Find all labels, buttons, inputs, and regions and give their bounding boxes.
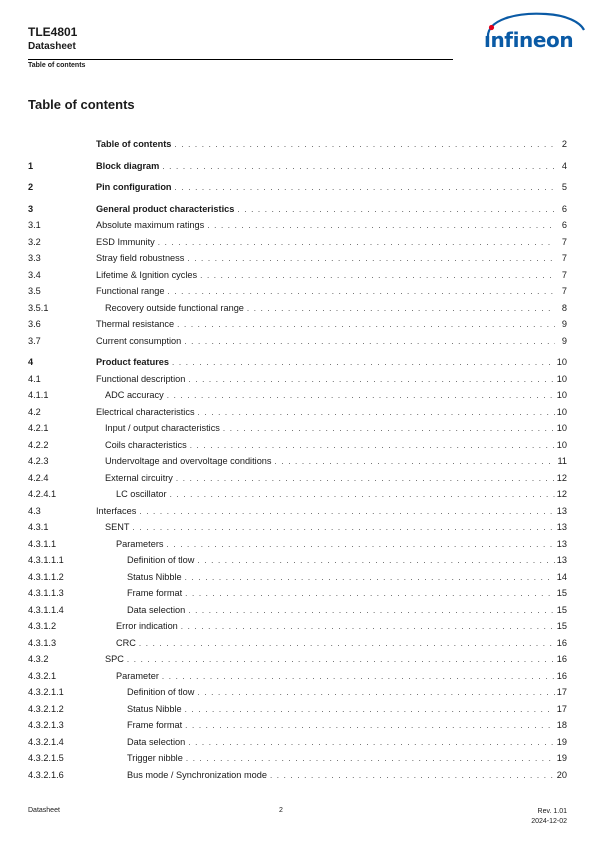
- toc-entry-page[interactable]: 14: [556, 572, 567, 582]
- toc-entry[interactable]: [28, 318, 567, 331]
- toc-entry-page[interactable]: 7: [561, 270, 567, 280]
- toc-entry[interactable]: [28, 538, 567, 551]
- toc-entry-number: 4.3.1.1.3: [28, 588, 64, 598]
- toc-dot-leader: [167, 285, 555, 298]
- toc-entry-title[interactable]: Bus mode / Synchronization mode: [127, 770, 267, 780]
- header-section-label: Table of contents: [28, 62, 86, 69]
- toc-entry-page[interactable]: 5: [561, 182, 567, 192]
- toc-dot-leader: [139, 637, 555, 650]
- toc-entry-title[interactable]: Definition of tlow: [127, 687, 195, 697]
- toc-entry-number: 4.3.2.1.3: [28, 720, 64, 730]
- toc-entry[interactable]: [28, 455, 567, 468]
- toc-entry-number: 4.1: [28, 374, 41, 384]
- toc-entry-title[interactable]: SPC: [105, 654, 124, 664]
- footer-revision: [531, 807, 567, 827]
- toc-dot-leader: [185, 587, 555, 600]
- toc-entry[interactable]: [28, 736, 567, 749]
- toc-entry-page[interactable]: 10: [556, 357, 567, 367]
- toc-entry[interactable]: [28, 160, 567, 173]
- toc-entry-page[interactable]: 15: [556, 588, 567, 598]
- toc-entry-page[interactable]: 17: [556, 704, 567, 714]
- toc-entry[interactable]: [28, 373, 567, 386]
- toc-dot-leader: [184, 335, 555, 348]
- footer-date: 2024-12-02: [531, 818, 567, 825]
- toc-entry[interactable]: [28, 439, 567, 452]
- toc-dot-leader: [197, 686, 554, 699]
- toc-entry-page[interactable]: 16: [556, 671, 567, 681]
- toc-entry-title[interactable]: Lifetime & Ignition cycles: [96, 270, 198, 280]
- toc-dot-leader: [270, 769, 555, 782]
- logo-text: ınfineon: [484, 28, 574, 52]
- toc-entry[interactable]: [28, 302, 567, 315]
- footer-page-number: 2: [279, 807, 283, 814]
- document-subtitle: Datasheet: [28, 41, 76, 52]
- toc-entry-title[interactable]: ADC accuracy: [105, 390, 164, 400]
- toc-entry[interactable]: [28, 653, 567, 666]
- toc-entry-number: 4.2.2: [28, 440, 49, 450]
- toc-entry-title[interactable]: Data selection: [127, 737, 186, 747]
- toc-entry-number: 4.3.2: [28, 654, 49, 664]
- toc-entry[interactable]: [28, 686, 567, 699]
- toc-dot-leader: [223, 422, 555, 435]
- toc-entry-page[interactable]: 13: [556, 506, 567, 516]
- toc-dot-leader: [188, 373, 554, 386]
- toc-dot-leader: [188, 736, 555, 749]
- toc-dot-leader: [190, 439, 555, 452]
- toc-dot-leader: [185, 571, 555, 584]
- toc-entry-number: 4.2.4: [28, 473, 49, 483]
- toc-entry-title[interactable]: Electrical characteristics: [96, 407, 195, 417]
- toc-entry-number: 4.3.2.1.4: [28, 737, 64, 747]
- toc-entry[interactable]: [28, 252, 567, 265]
- toc-entry-number: 4.3.1.1.4: [28, 605, 64, 615]
- header-divider: [28, 59, 453, 60]
- toc-entry[interactable]: [28, 752, 567, 765]
- toc-entry-title[interactable]: Block diagram: [96, 161, 160, 171]
- toc-entry-title[interactable]: LC oscillator: [116, 489, 167, 499]
- toc-entry-number: 3.1: [28, 220, 41, 230]
- toc-entry-page[interactable]: 10: [556, 374, 567, 384]
- toc-dot-leader: [198, 406, 555, 419]
- toc-entry-title[interactable]: Error indication: [116, 621, 178, 631]
- toc-entry[interactable]: [28, 269, 567, 282]
- toc-entry-title[interactable]: Product features: [96, 357, 170, 367]
- toc-dot-leader: [176, 472, 555, 485]
- toc-entry-page[interactable]: 19: [556, 737, 567, 747]
- toc-entry[interactable]: [28, 356, 567, 369]
- toc-entry[interactable]: [28, 620, 567, 633]
- toc-dot-leader: [185, 703, 555, 716]
- footer-rev: Rev. 1.01: [537, 808, 567, 815]
- toc-entry-title[interactable]: CRC: [116, 638, 136, 648]
- toc-entry-title[interactable]: External circuitry: [105, 473, 173, 483]
- toc-entry-number: 4.3.1.3: [28, 638, 57, 648]
- toc-dot-leader: [275, 455, 555, 468]
- document-title: TLE4801: [28, 25, 78, 39]
- toc-dot-leader: [187, 252, 555, 265]
- toc-entry-number: 4.1.1: [28, 390, 49, 400]
- toc-heading: Table of contents: [28, 97, 135, 112]
- toc-entry[interactable]: [28, 406, 567, 419]
- toc-entry-number: 3.2: [28, 237, 41, 247]
- toc-entry-page[interactable]: 7: [561, 237, 567, 247]
- toc-entry-title[interactable]: Parameters: [116, 539, 164, 549]
- toc-entry-number: 4.3.2.1.5: [28, 753, 64, 763]
- toc-dot-leader: [247, 302, 555, 315]
- toc-entry[interactable]: [28, 554, 567, 567]
- toc-entry-title[interactable]: Data selection: [127, 605, 186, 615]
- toc-dot-leader: [197, 554, 554, 567]
- toc-dot-leader: [185, 719, 555, 732]
- toc-entry-number: 3: [28, 204, 34, 214]
- toc-dot-leader: [200, 269, 555, 282]
- toc-entry[interactable]: [28, 587, 567, 600]
- toc-entry[interactable]: [28, 637, 567, 650]
- toc-entry[interactable]: [28, 219, 567, 232]
- toc-entry-title[interactable]: SENT: [105, 522, 130, 532]
- toc-entry-title[interactable]: Frame format: [127, 720, 183, 730]
- toc-entry[interactable]: [28, 236, 567, 249]
- toc-entry-number: 4.2.1: [28, 423, 49, 433]
- toc-entry[interactable]: [28, 422, 567, 435]
- toc-entry[interactable]: [28, 604, 567, 617]
- toc-entry-page[interactable]: 9: [561, 319, 567, 329]
- toc-entry-number: 1: [28, 161, 34, 171]
- toc-entry[interactable]: [28, 181, 567, 194]
- toc-entry-title[interactable]: Pin configuration: [96, 182, 172, 192]
- toc-entry-title[interactable]: Undervoltage and overvoltage conditions: [105, 456, 272, 466]
- toc-entry-title[interactable]: Thermal resistance: [96, 319, 175, 329]
- toc-entry-page[interactable]: 19: [556, 753, 567, 763]
- toc-entry-page[interactable]: 12: [556, 489, 567, 499]
- toc-dot-leader: [139, 505, 554, 518]
- toc-dot-leader: [162, 160, 555, 173]
- toc-dot-leader: [172, 356, 555, 369]
- toc-entry[interactable]: [28, 472, 567, 485]
- toc-entry-page[interactable]: 6: [561, 204, 567, 214]
- toc-entry-page[interactable]: 17: [556, 687, 567, 697]
- toc-entry-title[interactable]: Definition of tlow: [127, 555, 195, 565]
- toc-dot-leader: [162, 670, 555, 683]
- toc-entry-number: 3.5: [28, 286, 41, 296]
- toc-entry-page[interactable]: 4: [561, 161, 567, 171]
- toc-entry-page[interactable]: 10: [556, 390, 567, 400]
- toc-entry-page[interactable]: 20: [556, 770, 567, 780]
- toc-entry-title[interactable]: Input / output characteristics: [105, 423, 220, 433]
- toc-entry-page[interactable]: 7: [561, 286, 567, 296]
- toc-entry-number: 3.4: [28, 270, 41, 280]
- toc-entry-page[interactable]: 6: [561, 220, 567, 230]
- toc-entry[interactable]: [28, 521, 567, 534]
- toc-entry[interactable]: [28, 571, 567, 584]
- toc-entry-page[interactable]: 12: [556, 473, 567, 483]
- toc-entry-title[interactable]: Table of contents: [96, 139, 172, 149]
- toc-entry[interactable]: [28, 505, 567, 518]
- toc-dot-leader: [133, 521, 555, 534]
- toc-entry-number: 4.3.1.1.2: [28, 572, 64, 582]
- toc-entry[interactable]: [28, 389, 567, 402]
- toc-entry-number: 4.3.1: [28, 522, 49, 532]
- toc-entry-number: 4.3.2.1.1: [28, 687, 64, 697]
- toc-entry-page[interactable]: 8: [561, 303, 567, 313]
- toc-entry-page[interactable]: 15: [556, 621, 567, 631]
- toc-entry[interactable]: [28, 488, 567, 501]
- infineon-logo: [476, 10, 588, 58]
- toc-dot-leader: [186, 752, 555, 765]
- toc-entry-page[interactable]: 18: [556, 720, 567, 730]
- toc-dot-leader: [237, 203, 555, 216]
- toc-entry-number: 4.3.1.1: [28, 539, 57, 549]
- toc-entry-title[interactable]: Functional description: [96, 374, 186, 384]
- toc-entry-page[interactable]: 11: [557, 456, 567, 466]
- toc-entry-title[interactable]: Stray field robustness: [96, 253, 185, 263]
- toc-entry-page[interactable]: 9: [561, 336, 567, 346]
- toc-entry[interactable]: [28, 703, 567, 716]
- toc-dot-leader: [158, 236, 555, 249]
- toc-entry-page[interactable]: 10: [556, 440, 567, 450]
- toc-entry[interactable]: [28, 285, 567, 298]
- toc-dot-leader: [167, 538, 555, 551]
- toc-entry-number: 3.6: [28, 319, 41, 329]
- toc-entry-number: 4: [28, 357, 34, 367]
- toc-entry[interactable]: [28, 769, 567, 782]
- toc-dot-leader: [167, 389, 555, 402]
- toc-entry[interactable]: [28, 138, 567, 151]
- toc-dot-leader: [181, 620, 555, 633]
- toc-entry-page[interactable]: 13: [556, 522, 567, 532]
- toc-dot-leader: [188, 604, 555, 617]
- toc-entry-number: 4.3.1.2: [28, 621, 57, 631]
- toc-entry-page[interactable]: 16: [556, 638, 567, 648]
- toc-entry-title[interactable]: Interfaces: [96, 506, 137, 516]
- toc-entry-number: 4.2.3: [28, 456, 49, 466]
- toc-entry-title[interactable]: General product characteristics: [96, 204, 235, 214]
- toc-entry-number: 3.5.1: [28, 303, 49, 313]
- toc-entry[interactable]: [28, 203, 567, 216]
- toc-dot-leader: [127, 653, 555, 666]
- toc-entry-page[interactable]: 13: [556, 555, 567, 565]
- toc-entry-title[interactable]: Parameter: [116, 671, 159, 681]
- toc-entry-title[interactable]: Current consumption: [96, 336, 182, 346]
- toc-entry-number: 4.3.2.1.2: [28, 704, 64, 714]
- toc-entry-number: 4.2: [28, 407, 41, 417]
- toc-entry-title[interactable]: ESD Immunity: [96, 237, 155, 247]
- toc-entry[interactable]: [28, 670, 567, 683]
- toc-entry-title[interactable]: Trigger nibble: [127, 753, 183, 763]
- toc-entry-page[interactable]: 7: [561, 253, 567, 263]
- toc-entry-number: 4.3.2.1.6: [28, 770, 64, 780]
- toc-entry-title[interactable]: Recovery outside functional range: [105, 303, 244, 313]
- toc-entry-title[interactable]: Functional range: [96, 286, 165, 296]
- toc-entry-number: 4.3: [28, 506, 41, 516]
- toc-entry-page[interactable]: 2: [561, 139, 567, 149]
- toc-entry-number: 4.3.2.1: [28, 671, 57, 681]
- toc-entry[interactable]: [28, 719, 567, 732]
- toc-entry-number: 4.3.1.1.1: [28, 555, 64, 565]
- toc-entry-title[interactable]: Coils characteristics: [105, 440, 187, 450]
- toc-dot-leader: [207, 219, 555, 232]
- toc-entry-number: 3.7: [28, 336, 41, 346]
- toc-entry-page[interactable]: 16: [556, 654, 567, 664]
- toc-entry-page[interactable]: 15: [556, 605, 567, 615]
- toc-entry-title[interactable]: Status Nibble: [127, 572, 182, 582]
- toc-dot-leader: [170, 488, 555, 501]
- toc-dot-leader: [177, 318, 555, 331]
- toc-entry-number: 2: [28, 182, 34, 192]
- toc-entry-number: 3.3: [28, 253, 41, 263]
- toc-entry-title[interactable]: Frame format: [127, 588, 183, 598]
- toc-entry-page[interactable]: 13: [556, 539, 567, 549]
- toc-entry-page[interactable]: 10: [556, 423, 567, 433]
- toc-entry-page[interactable]: 10: [556, 407, 567, 417]
- toc-entry-title[interactable]: Absolute maximum ratings: [96, 220, 205, 230]
- footer-doc-type: Datasheet: [28, 807, 60, 814]
- toc-entry[interactable]: [28, 335, 567, 348]
- toc-dot-leader: [175, 181, 555, 194]
- toc-entry-title[interactable]: Status Nibble: [127, 704, 182, 714]
- toc-dot-leader: [174, 138, 555, 151]
- toc-entry-number: 4.2.4.1: [28, 489, 57, 499]
